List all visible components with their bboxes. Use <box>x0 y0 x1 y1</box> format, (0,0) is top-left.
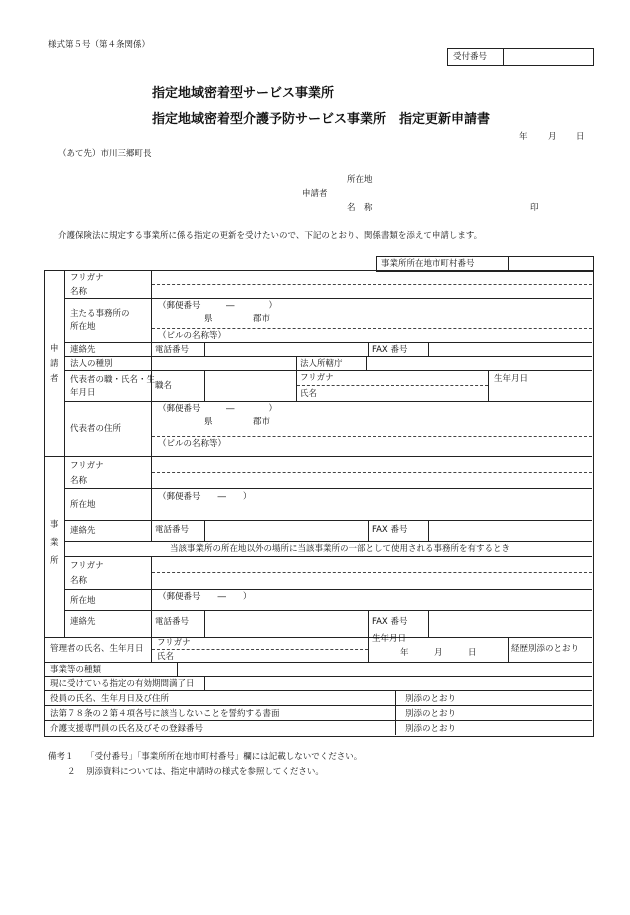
representative-name-label: 氏名 <box>300 389 318 399</box>
main-office-label-2: 所在地 <box>70 322 96 332</box>
representative-city: 郡市 <box>253 417 271 427</box>
note-1: 「受付番号」「事業所所在地市町村番号」欄には記載しないでください。 <box>86 752 363 762</box>
corp-authority-label: 法人所轄庁 <box>300 359 343 369</box>
applicant-name-field[interactable] <box>152 271 592 298</box>
sub-office-fax-label: FAX 番号 <box>372 617 408 627</box>
applicant-phone-field[interactable] <box>205 343 368 356</box>
officers-label: 役員の氏名、生年月日及び住所 <box>50 694 170 704</box>
applicant-name-label: 名称 <box>70 287 88 297</box>
sub-office-phone-label: 電話番号 <box>155 617 190 627</box>
sub-office-fax-field[interactable] <box>429 611 592 637</box>
seal-mark: 印 <box>530 203 539 213</box>
addressee: （あて先）市川三郷町長 <box>58 149 152 159</box>
applicant-location-label: 所在地 <box>347 175 373 185</box>
date-year: 年 <box>519 132 528 142</box>
applicant-fax-field[interactable] <box>429 343 592 356</box>
representative-building: （ビルの名称等） <box>158 439 227 449</box>
form-number: 様式第５号（第４条関係） <box>48 40 151 50</box>
representative-title-label: 職名 <box>155 381 173 391</box>
sub-office-name-field[interactable] <box>152 557 592 589</box>
manager-birthdate-ymd: 年 月 日 <box>400 648 477 658</box>
care-manager-label: 介護支援専門員の氏名及びその登録番号 <box>50 724 204 734</box>
municipality-code-field[interactable] <box>510 257 592 271</box>
sub-office-phone-field[interactable] <box>205 611 368 637</box>
office-postal: （郵便番号 ― ） <box>158 492 252 502</box>
office-side-label-1: 事 <box>50 520 59 530</box>
manager-career-note: 経歴別添のとおり <box>511 644 580 654</box>
sub-office-name-label: 名称 <box>70 576 88 586</box>
main-office-label-1: 主たる事務所の <box>70 309 130 319</box>
corp-type-field[interactable] <box>152 357 296 370</box>
office-contact-label: 連絡先 <box>70 526 96 536</box>
pledge-value: 別添のとおり <box>405 709 457 719</box>
representative-label-1: 代表者の職・氏名・生 <box>70 375 156 385</box>
officers-value: 別添のとおり <box>405 694 457 704</box>
applicant-furigana-label: フリガナ <box>70 273 104 283</box>
applicant-side-label-1: 申 <box>50 344 59 354</box>
sub-office-location-label: 所在地 <box>70 596 96 606</box>
corp-authority-field[interactable] <box>367 357 592 370</box>
expiry-label: 現に受けている指定の有効期間満了日 <box>50 679 195 689</box>
main-office-postal: （郵便番号 ― ） <box>158 301 278 311</box>
municipality-code-label: 事業所所在地市町村番号 <box>381 259 475 269</box>
business-type-label: 事業等の種類 <box>50 665 102 675</box>
applicant-fax-label: FAX 番号 <box>372 345 408 355</box>
office-fax-label: FAX 番号 <box>372 525 408 535</box>
manager-birthdate-label: 生年月日 <box>372 634 407 644</box>
manager-name-label: 氏名 <box>157 652 175 662</box>
expiry-field[interactable] <box>205 677 592 690</box>
sub-office-postal: （郵便番号 ― ） <box>158 592 252 602</box>
manager-furigana-label: フリガナ <box>157 638 191 648</box>
title-line-1: 指定地域密着型サービス事業所 <box>152 86 335 101</box>
main-office-city: 郡市 <box>253 314 271 324</box>
receipt-number-label: 受付番号 <box>453 52 488 62</box>
sub-office-contact-label: 連絡先 <box>70 617 96 627</box>
representative-birthdate-label: 生年月日 <box>494 374 529 384</box>
note-2: 別添資料については、指定申請時の様式を参照してください。 <box>86 767 324 777</box>
intro-text: 介護保険法に規定する事業所に係る指定の更新を受けたいので、下記のとおり、関係書類を添えて申請します。 <box>58 231 483 241</box>
title-line-2: 指定地域密着型介護予防サービス事業所 指定更新申請書 <box>152 112 491 127</box>
representative-label-2: 年月日 <box>70 388 96 398</box>
applicant-side-label-2: 請 <box>50 359 59 369</box>
office-name-label: 名称 <box>70 476 88 486</box>
receipt-number-box <box>447 48 594 66</box>
applicant-label: 申請者 <box>302 189 328 199</box>
care-manager-value: 別添のとおり <box>405 724 457 734</box>
pledge-label: 法第７８条の２第４項各号に該当しないことを誓約する書面 <box>50 709 280 719</box>
receipt-number-field[interactable] <box>505 49 591 65</box>
business-type-field[interactable] <box>178 663 592 676</box>
date-month: 月 <box>548 132 557 142</box>
office-furigana-label: フリガナ <box>70 461 104 471</box>
note-2-number: ２ <box>67 767 76 777</box>
applicant-phone-label: 電話番号 <box>155 345 190 355</box>
office-phone-label: 電話番号 <box>155 525 190 535</box>
office-side-label-3: 所 <box>50 556 59 566</box>
representative-pref: 県 <box>204 417 213 427</box>
office-phone-field[interactable] <box>205 521 368 541</box>
sub-office-furigana-label: フリガナ <box>70 561 104 571</box>
representative-title-field[interactable] <box>205 371 296 401</box>
office-location-label: 所在地 <box>70 500 96 510</box>
office-side-label-2: 業 <box>50 538 59 548</box>
corp-type-label: 法人の種別 <box>70 359 113 369</box>
other-site-note: 当該事業所の所在地以外の場所に当該事業所の一部として使用される事務所を有するとき <box>170 544 511 554</box>
date-day: 日 <box>576 132 585 142</box>
main-office-building: （ビルの名称等） <box>158 331 227 341</box>
office-fax-field[interactable] <box>429 521 592 541</box>
manager-label: 管理者の氏名、生年月日 <box>50 644 144 654</box>
applicant-name-label: 名 称 <box>347 203 373 213</box>
applicant-contact-label: 連絡先 <box>70 345 96 355</box>
representative-postal: （郵便番号 ― ） <box>158 404 278 414</box>
notes-heading: 備考１ <box>48 752 74 762</box>
main-office-pref: 県 <box>204 314 213 324</box>
representative-address-label: 代表者の住所 <box>70 424 122 434</box>
office-name-field[interactable] <box>152 457 592 488</box>
representative-furigana-label: フリガナ <box>300 373 334 383</box>
applicant-side-label-3: 者 <box>50 374 59 384</box>
